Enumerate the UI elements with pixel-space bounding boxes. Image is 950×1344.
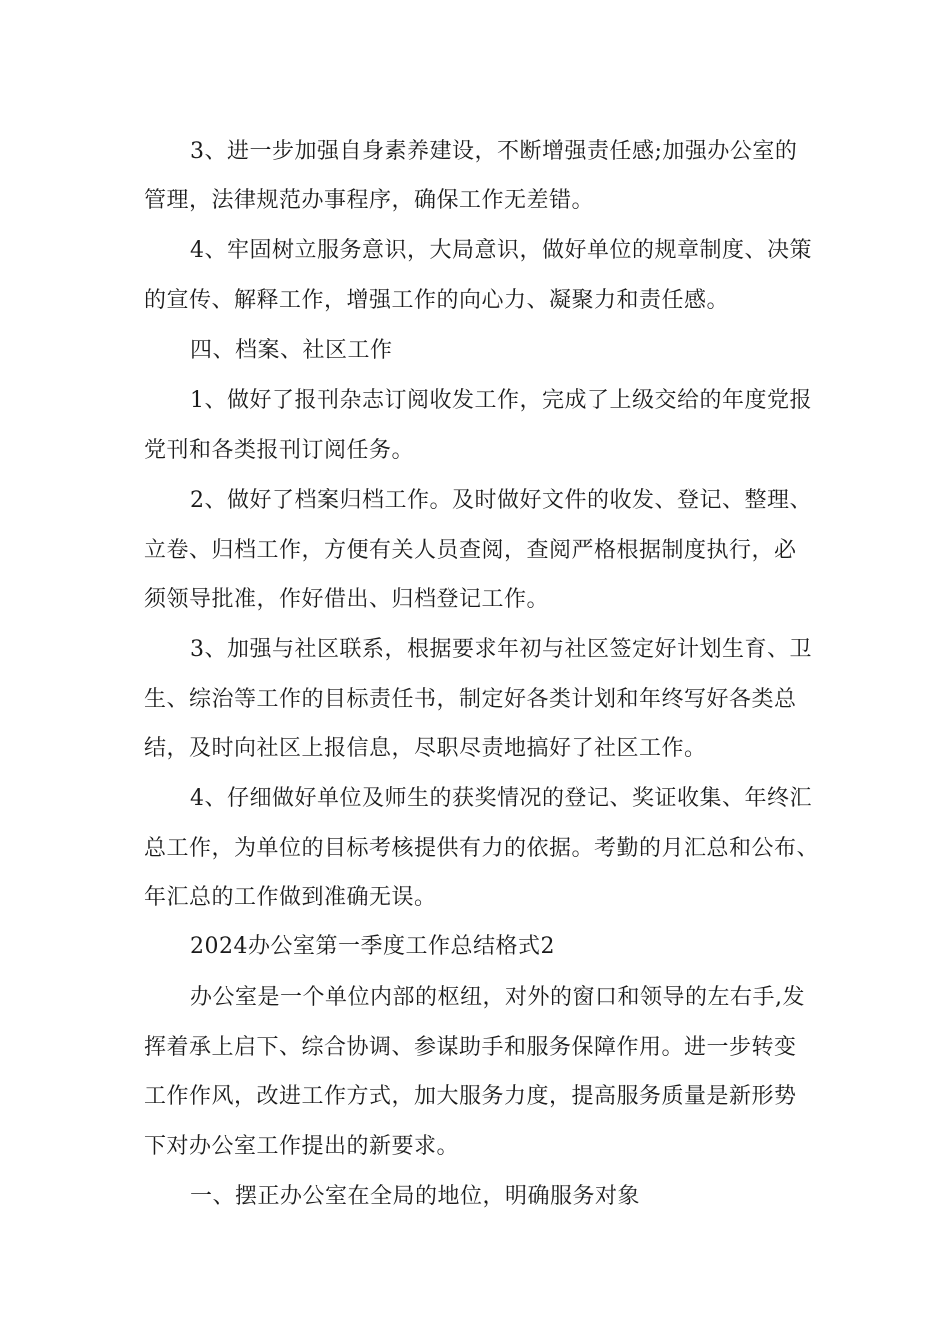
document-subtitle: 2024办公室第一季度工作总结格式2 — [190, 934, 555, 959]
paragraph-line: 1、做好了报刊杂志订阅收发工作，完成了上级交给的年度党报 — [190, 388, 812, 413]
paragraph-line: 下对办公室工作提出的新要求。 — [144, 1134, 460, 1159]
paragraph-line: 4、仔细做好单位及师生的获奖情况的登记、奖证收集、年终汇 — [190, 786, 812, 811]
paragraph-line: 工作作风，改进工作方式，加大服务力度，提高服务质量是新形势 — [144, 1084, 797, 1109]
section-heading: 一、摆正办公室在全局的地位，明确服务对象 — [190, 1184, 641, 1209]
paragraph-line: 4、牢固树立服务意识，大局意识，做好单位的规章制度、决策 — [190, 238, 812, 263]
paragraph-line: 结，及时向社区上报信息，尽职尽责地搞好了社区工作。 — [144, 736, 707, 761]
paragraph-line: 立卷、归档工作，方便有关人员查阅，查阅严格根据制度执行，必 — [144, 538, 797, 563]
paragraph-line: 年汇总的工作做到准确无误。 — [144, 885, 437, 910]
paragraph-line: 党刊和各类报刊订阅任务。 — [144, 438, 415, 463]
paragraph-line: 生、综治等工作的目标责任书，制定好各类计划和年终写好各类总 — [144, 687, 797, 712]
paragraph-line: 3、加强与社区联系，根据要求年初与社区签定好计划生育、卫 — [190, 637, 812, 662]
paragraph-line: 须领导批准，作好借出、归档登记工作。 — [144, 587, 550, 612]
paragraph-line: 管理，法律规范办事程序，确保工作无差错。 — [144, 188, 595, 213]
paragraph-line: 2、做好了档案归档工作。及时做好文件的收发、登记、整理、 — [190, 488, 812, 513]
paragraph-line: 总工作，为单位的目标考核提供有力的依据。考勤的月汇总和公布、 — [144, 836, 820, 861]
paragraph-line: 办公室是一个单位内部的枢纽，对外的窗口和领导的左右手,发 — [190, 985, 805, 1010]
paragraph-line: 的宣传、解释工作，增强工作的向心力、凝聚力和责任感。 — [144, 288, 730, 313]
paragraph-line: 3、进一步加强自身素养建设，不断增强责任感;加强办公室的 — [190, 139, 798, 164]
paragraph-line: 挥着承上启下、综合协调、参谋助手和服务保障作用。进一步转变 — [144, 1035, 797, 1060]
section-heading: 四、档案、社区工作 — [190, 338, 393, 363]
